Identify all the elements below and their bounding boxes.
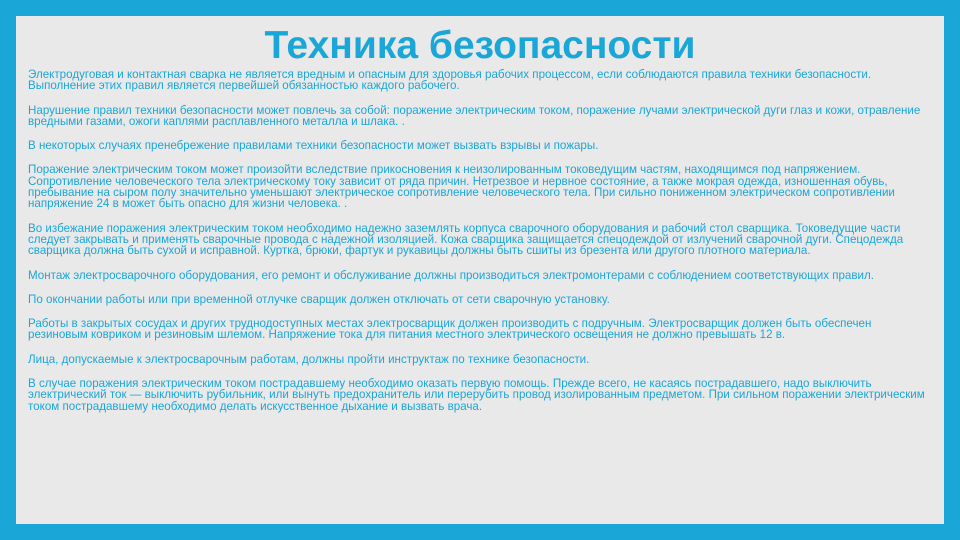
paragraph-installation: Монтаж электросварочного оборудования, его ремонт и обслуживание должны производиться электромонтерами с соблюдением соответствующих правил. (28, 268, 875, 282)
paragraph-electric-shock: Поражение электрическим током может произойти вследствие прикосновения к неизолированным токоведущим частям, находящимся под напряжением. Сопротивление человеческого тела электрическому току зависит от ряда причин. Нетрезвое и нервное состояние, а также мокрая одежда, изношенная обувь, пребывание на сыром полу значительно уменьшают электрическое сопротивление человеческого тела. При сильно пониженном электрическом сопротивлении напряжение 24 в может быть опасно для жизни человека. . (28, 163, 895, 211)
paragraph-instruction: Лица, допускаемые к электросварочным работам, должны пройти инструктаж по технике безопасности. (28, 352, 590, 366)
paragraph-first-aid: В случае поражения электрическим током пострадавшему необходимо оказать первую помощь. Прежде всего, не касаясь пострадавшего, надо выключить электрический ток — выключить рубильник, или вынуть предохранитель или перерубить провод изолированным предметом. При сильном поражении электрическим током пострадавшему необходимо делать искусственное дыхание и вызвать врача. (28, 377, 925, 413)
slide-content (28, 69, 934, 425)
paragraph-disconnect: По окончании работы или при временной отлучке сварщик должен отключать от сети сварочную установку. (28, 292, 610, 306)
paragraph-violations: Нарушение правил техники безопасности может повлечь за собой: поражение электрическим током, поражение лучами электрической дуги глаз и кожи, отравление вредными газами, ожоги каплями расплавленного металла и шлака. . (28, 103, 921, 128)
paragraph-confined-spaces: Работы в закрытых сосудах и других труднодоступных местах электросварщик должен производить с подручным. Электросварщик должен быть обеспечен резиновым ковриком и резиновым шлемом. Напряжение тока для питания местного электрического освещения не должно превышать 12 в. (28, 317, 872, 342)
slide-title: Техника безопасности (264, 24, 696, 67)
paragraph-intro: Электродуговая и контактная сварка не является вредным и опасным для здоровья рабочих процессом, если соблюдаются правила техники безопасности. Выполнение этих правил является первейшей обязанностью каждого рабочего. (28, 68, 872, 93)
slide (16, 16, 944, 524)
paragraph-grounding: Во избежание поражения электрическим током необходимо надежно заземлять корпуса сварочного оборудования и рабочий стол сварщика. Токоведущие части следует закрывать и применять сварочные провода с надежной изоляцией. Кожа сварщика защищается спецодеждой от излучений сварочной дуги. Спецодежда сварщика должна быть сухой и исправной. Куртка, брюки, фартук и рукавицы должны быть сшиты из брезента или другого плотного материала. (28, 221, 904, 258)
paragraph-explosions: В некоторых случаях пренебрежение правилами техники безопасности может вызвать взрывы и пожары. (28, 139, 599, 153)
